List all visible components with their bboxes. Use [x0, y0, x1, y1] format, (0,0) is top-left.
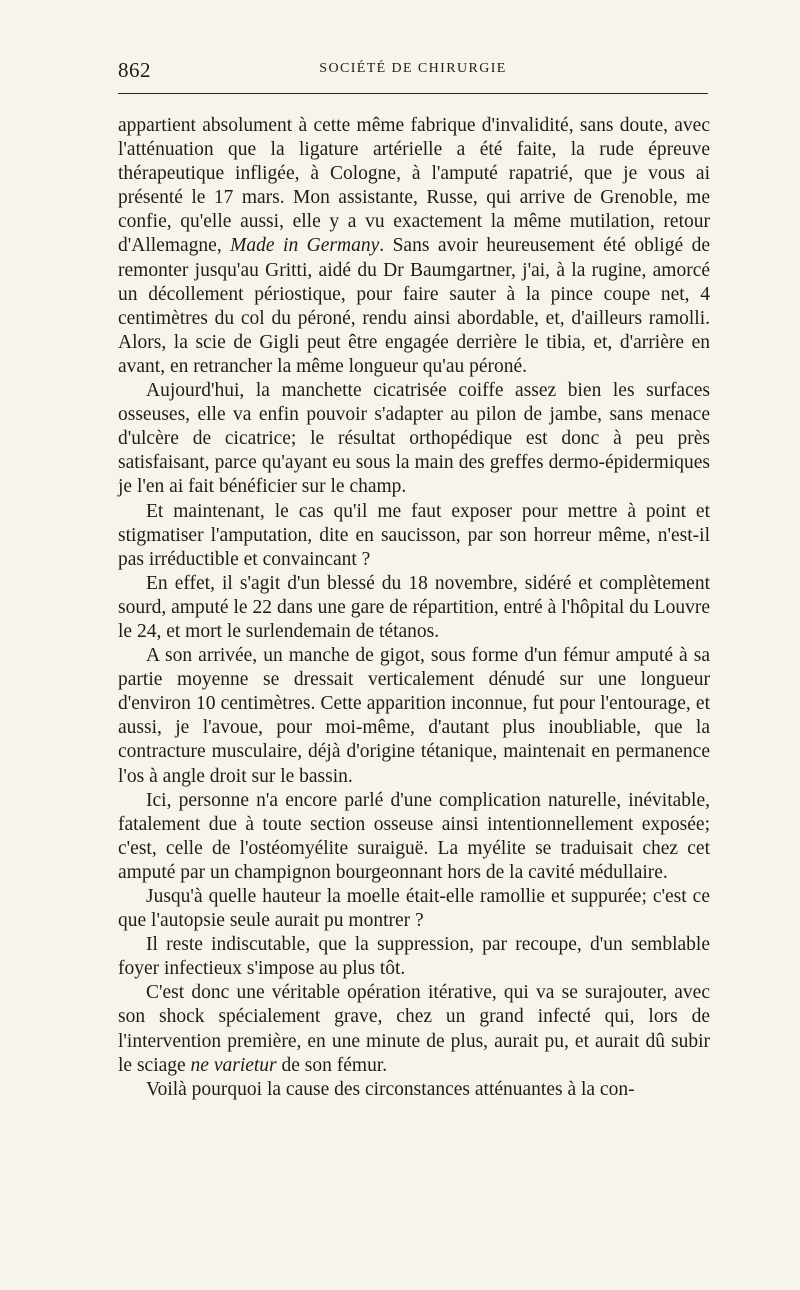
header-rule [118, 93, 708, 94]
paragraph-9-text: C'est donc une véritable opération itérative, qui va se surajouter, avec son shock spécialement grave, chez un grand infecté qui, lors de l'intervention première, en une minute de plus, aurait pu, et aurait dû subir le sciage [118, 982, 710, 1076]
paragraph-5 [118, 644, 710, 789]
paragraph-8 [118, 933, 710, 981]
body-text [118, 114, 710, 1102]
paragraph-7 [118, 885, 710, 933]
paragraph-4-text: En effet, il s'agit d'un blessé du 18 novembre, sidéré et complètement sourd, amputé le 22 dans une gare de répartition, entré à l'hôpital du Louvre le 24, et mort le surlendemain de tétanos. [118, 572, 710, 642]
paragraph-1-text: appartient absolument à cette même fabrique d'invalidité, sans doute, avec l'atténuation que la ligature artérielle a été faite, la rude épreuve thérapeutique infligée, à Cologne, à l'amputé rapatrié, que je vous ai présenté le 17 mars. Mon assistante, Russe, qui arrive de Grenoble, me confie, qu'elle aussi, elle y a vu exactement la même mutilation, retour d'Allemagne, [118, 115, 710, 257]
paragraph-5-text: A son arrivée, un manche de gigot, sous forme d'un fémur amputé à sa partie moyenne se dressait verticalement dénudé sur une longueur d'environ 10 centimètres. Cette apparition inconnue, fut pour l'entourage, et aussi, je l'avoue, pour moi-même, d'autant plus inoubliable, que la contracture musculaire, déjà d'origine tétanique, maintenait en permanence l'os à angle droit sur le bassin. [118, 645, 710, 787]
paragraph-3 [118, 500, 710, 572]
paragraph-9 [118, 981, 710, 1077]
paragraph-9-emphasis: ne varietur [190, 1054, 277, 1076]
paragraph-10-text: Voilà pourquoi la cause des circonstances atténuantes à la con- [146, 1078, 635, 1100]
paragraph-1 [118, 114, 710, 379]
journal-title: SOCIÉTÉ DE CHIRURGIE [319, 61, 507, 76]
paragraph-6 [118, 789, 710, 885]
paragraph-1-text-after: . Sans avoir heureusement été obligé de remonter jusqu'au Gritti, aidé du Dr Baumgartner, j'ai, à la rugine, amorcé un décollement périostique, pour faire sauter à la pince coupe net, 4 centimètres du col du péroné, rendu ainsi abordable, et, d'ailleurs ramolli. Alors, la scie de Gigli peut être engagée derrière le tibia, et, d'arrière en avant, en retrancher la même longueur qu'au péroné. [118, 235, 710, 377]
paragraph-3-text: Et maintenant, le cas qu'il me faut exposer pour mettre à point et stigmatiser l'amputation, dite en saucisson, par son horreur même, n'est-il pas irréductible et convaincant ? [118, 500, 710, 570]
paragraph-9-text-after: de son fémur. [276, 1054, 388, 1076]
running-head [118, 58, 708, 84]
paragraph-2 [118, 379, 710, 499]
paragraph-2-text: Aujourd'hui, la manchette cicatrisée coiffe assez bien les surfaces osseuses, elle va enfin pouvoir s'adapter au pilon de jambe, sans menace d'ulcère de cicatrice; le résultat orthopédique est donc à peu près satisfaisant, parce qu'ayant eu sous la main des greffes dermo-épidermiques je l'en ai fait bénéficier sur le champ. [118, 380, 710, 498]
paragraph-4 [118, 572, 710, 644]
paragraph-1-emphasis: Made in Germany [230, 235, 380, 257]
paragraph-8-text: Il reste indiscutable, que la suppression, par recoupe, d'un semblable foyer infectieux s'impose au plus tôt. [118, 934, 710, 980]
page-number: 862 [118, 58, 151, 82]
paragraph-7-text: Jusqu'à quelle hauteur la moelle était-elle ramollie et suppurée; c'est ce que l'autopsie seule aurait pu montrer ? [118, 886, 710, 932]
paragraph-10 [118, 1078, 710, 1102]
paragraph-6-text: Ici, personne n'a encore parlé d'une complication naturelle, inévitable, fatalement due à toute section osseuse ainsi intentionnellement exposée; c'est, celle de l'ostéomyélite suraiguë. La myélite se traduisait chez cet amputé par un champignon bourgeonnant hors de la cavité médullaire. [118, 789, 710, 883]
